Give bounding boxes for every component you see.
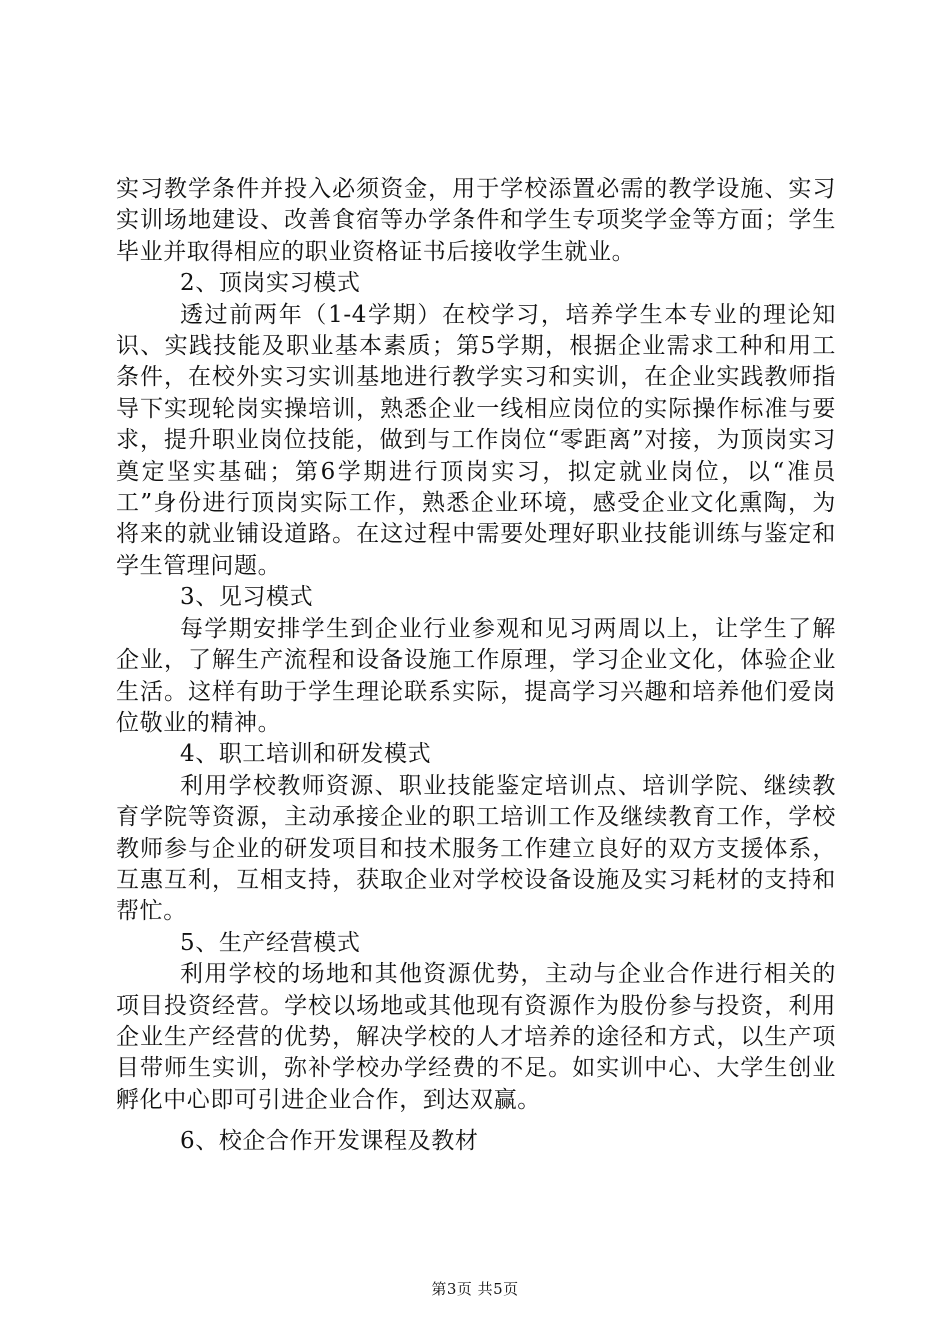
paragraph-jianxi: 每学期安排学生到企业行业参观和见习两周以上，让学生了解企业，了解生产流程和设备设施工作原理，学习企业文化，体验企业生活。这样有助于学生理论联系实际，提高学习兴趣和培养他们爱岗位敬业的精神。	[116, 615, 836, 736]
section-heading-2: 2、顶岗实习模式	[180, 270, 361, 297]
section-heading-6: 6、校企合作开发课程及教材	[180, 1128, 479, 1155]
section-heading-4: 4、职工培训和研发模式	[180, 741, 432, 768]
paragraph-peixun: 利用学校教师资源、职业技能鉴定培训点、培训学院、继续教育学院等资源，主动承接企业的职工培训工作及继续教育工作，学校教师参与企业的研发项目和技术服务工作建立良好的双方支援体系，互惠互利，互相支持，获取企业对学校设备设施及实习耗材的支持和帮忙。	[116, 772, 836, 925]
paragraph-jingying: 利用学校的场地和其他资源优势，主动与企业合作进行相关的项目投资经营。学校以场地或其他现有资源作为股份参与投资，利用企业生产经营的优势，解决学校的人才培养的途径和方式，以生产项目带师生实训，弥补学校办学经费的不足。如实训中心、大学生创业孵化中心即可引进企业合作，到达双赢。	[116, 961, 836, 1113]
page-footer: 第3页 共5页	[431, 1280, 519, 1298]
section-heading-5: 5、生产经营模式	[180, 929, 361, 956]
section-heading-3: 3、见习模式	[180, 584, 314, 611]
paragraph-dinggang: 透过前两年（1-4学期）在校学习，培养学生本专业的理论知识、实践技能及职业基本素质；第5学期，根据企业需求工种和用工条件，在校外实习实训基地进行教学实习和实训，在企业实践教师指导下实现轮岗实操培训，熟悉企业一线相应岗位的实际操作标准与要求，提升职业岗位技能，做到与工作岗位“零距离”对接，为顶岗实习奠定坚实基础；第6学期进行顶岗实习，拟定就业岗位，以“准员工”身份进行顶岗实际工作，熟悉企业环境，感受企业文化熏陶，为将来的就业铺设道路。在这过程中需要处理好职业技能训练与鉴定和学生管理问题。	[116, 301, 836, 579]
paragraph-continuation: 实习教学条件并投入必须资金，用于学校添置必需的教学设施、实习实训场地建设、改善食宿等办学条件和学生专项奖学金等方面；学生毕业并取得相应的职业资格证书后接收学生就业。	[116, 176, 836, 265]
document-body	[116, 174, 836, 1158]
